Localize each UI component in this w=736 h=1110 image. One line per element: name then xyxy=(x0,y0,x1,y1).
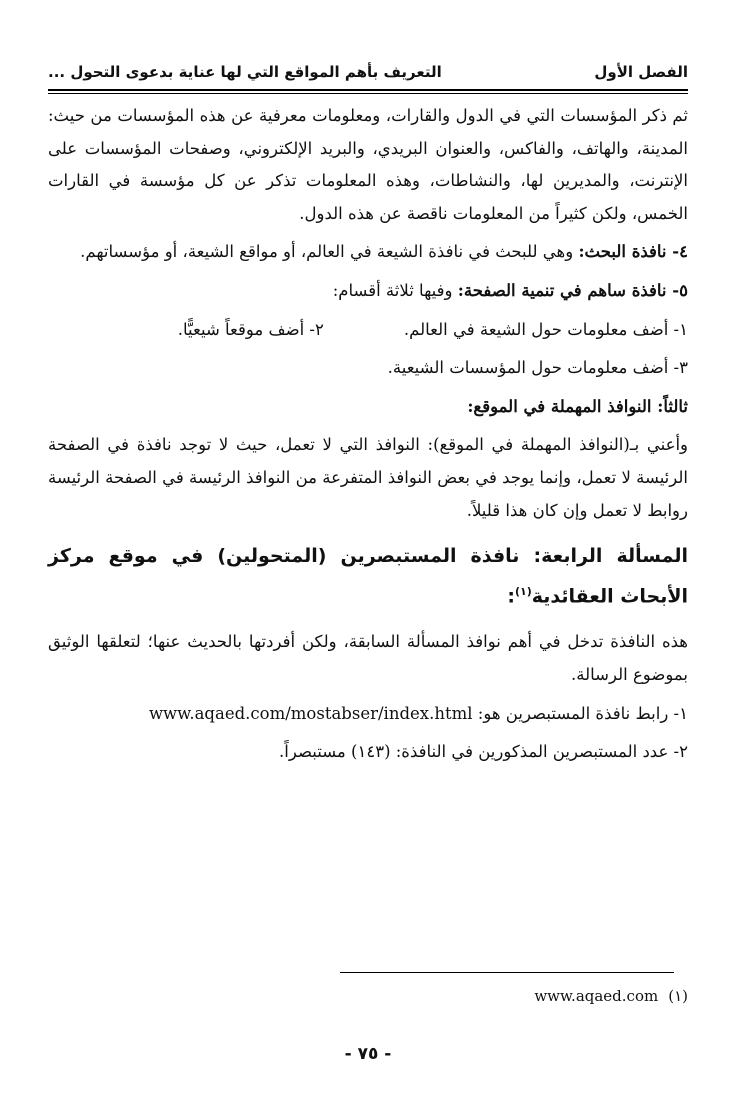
subitems-row xyxy=(48,314,688,347)
footnote xyxy=(534,987,688,1005)
footnote-ref: (١) xyxy=(514,585,532,599)
footnote-marker: (١) xyxy=(668,987,688,1005)
chapter-title: الفصل الأول xyxy=(594,63,688,81)
running-header xyxy=(48,58,688,86)
item-search-label: ٤- نافذة البحث: xyxy=(578,242,688,262)
item-search-text: وهي للبحث في نافذة الشيعة في العالم، أو مواقع الشيعة، أو مؤسساتهم. xyxy=(80,242,579,262)
subitem-1: ١- أضف معلومات حول الشيعة في العالم. xyxy=(403,319,688,339)
body-text xyxy=(48,100,688,775)
section-heading-colon: : xyxy=(507,585,515,608)
subitem-3: ٣- أضف معلومات حول المؤسسات الشيعية. xyxy=(387,358,688,378)
running-title: التعريف بأهم المواقع التي لها عناية بدعوى التحول ... xyxy=(48,63,442,81)
third-heading: ثالثاً: النوافذ المهملة في الموقع: xyxy=(467,396,688,416)
section-heading-text: المسألة الرابعة: نافذة المستبصرين (المتحولين) في موقع مركز الأبحاث العقائدية xyxy=(48,545,688,608)
item-contribute-text: وفيها ثلاثة أقسام: xyxy=(332,280,458,300)
item-search-window xyxy=(48,236,688,269)
section-heading xyxy=(48,539,688,614)
header-rule-thin xyxy=(48,93,688,94)
count-line: ٢- عدد المستبصرين المذكورين في النافذة: (١٤٣) مستبصراً. xyxy=(279,742,688,762)
item-contribute-label: ٥- نافذة ساهم في تنمية الصفحة: xyxy=(457,280,688,300)
paragraph-neglected: وأعني بـ(النوافذ المهملة في الموقع): النوافذ التي لا تعمل، حيث لا توجد نافذة في الصفحة الرئيسة لا تعمل، وإنما يوجد في بعض النوافذ المتفرعة من النوافذ الرئيسة في الصفحة الرئيسة روابط لا تعمل وإن كان هذا قليلاً. xyxy=(48,435,688,520)
header-rule xyxy=(48,89,688,91)
paragraph-institutions: ثم ذكر المؤسسات التي في الدول والقارات، ومعلومات معرفية عن هذه المؤسسات من حيث: المدينة، والهاتف، والفاكس، والعنوان البريدي، والبريد الإلكتروني، وصفحات المؤسسات على الإنترنت، والمديرين لها، والنشاطات، وهذه المعلومات تذكر عن كل مؤسسة في القارات الخمس، ولكن كثيراً من المعلومات ناقصة عن هذه الدول. xyxy=(48,106,688,223)
link-url: www.aqaed.com/mostabser/index.html xyxy=(148,703,473,723)
footnote-rule xyxy=(340,972,674,973)
page-number: - ٧٥ - xyxy=(344,1044,392,1064)
link-label: ١- رابط نافذة المستبصرين هو: xyxy=(477,703,688,723)
subitem-2: ٢- أضف موقعاً شيعيًّا. xyxy=(177,319,324,339)
item-contribute-window xyxy=(48,275,688,308)
link-line xyxy=(48,698,688,731)
paragraph-window: هذه النافذة تدخل في أهم نوافذ المسألة السابقة، ولكن أفردتها بالحديث عنها؛ لتعلقها الوثيق بموضوع الرسالة. xyxy=(48,632,688,685)
footnote-text: www.aqaed.com xyxy=(534,987,659,1005)
